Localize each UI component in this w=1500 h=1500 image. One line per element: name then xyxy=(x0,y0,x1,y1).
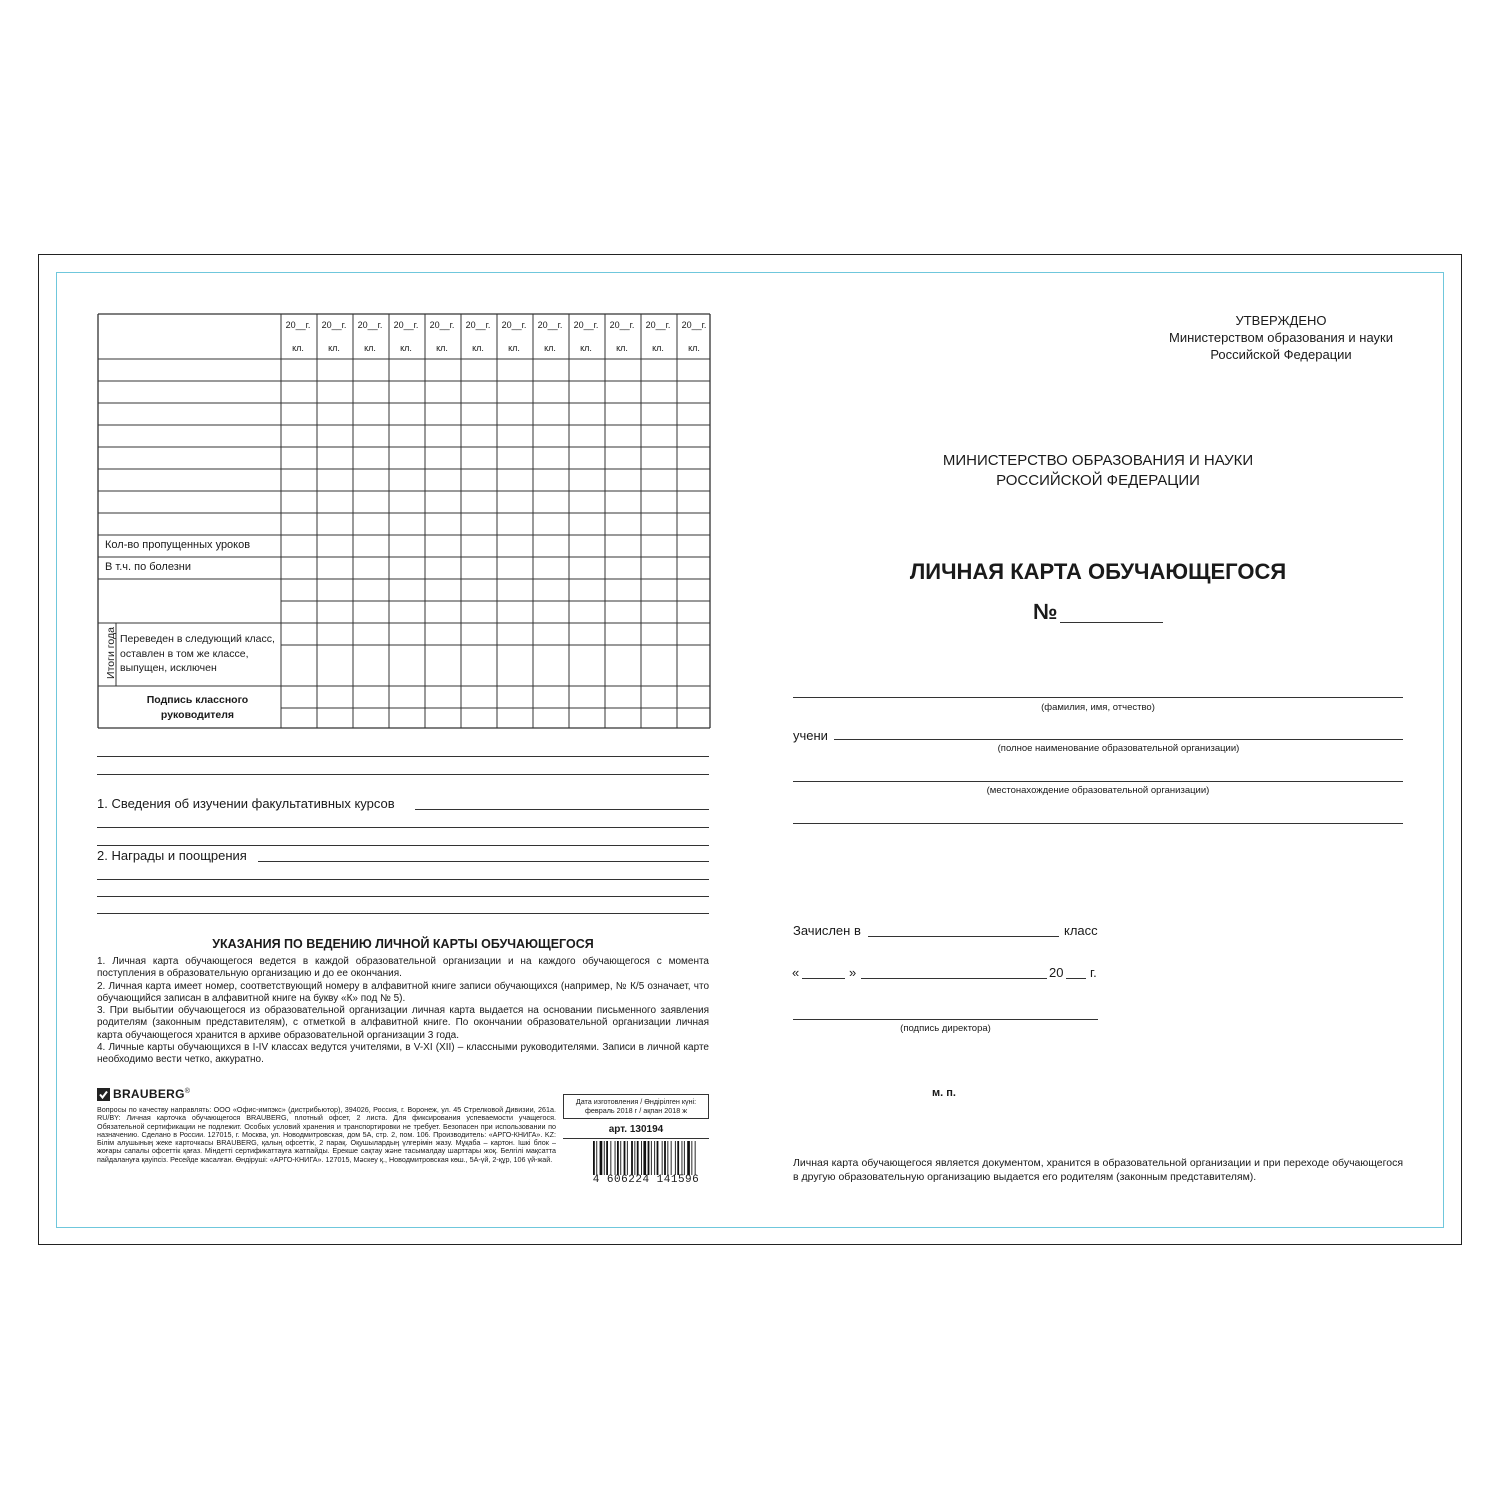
missed-lessons-label: Кол-во пропущенных уроков xyxy=(105,539,251,551)
year-header[interactable]: 20__г. xyxy=(501,320,527,330)
class-header[interactable]: кл. xyxy=(580,343,592,353)
class-header[interactable]: кл. xyxy=(616,343,628,353)
instruction-item: 4. Личные карты обучающихся в I-IV классах ведутся учителями, в V-XI (XII) – классными руководителями. Записи в личной карте необходимо вести четко, аккуратно. xyxy=(97,1042,709,1066)
class-header[interactable]: кл. xyxy=(328,343,340,353)
instruction-item: 2. Личная карта имеет номер, соответствующий номеру в алфавитной книге записи обучающихся (например, № К/5 означает, что обучающийся записан в алфавитной книге на букву «К» под № 5). xyxy=(97,980,709,1004)
blank-line[interactable] xyxy=(97,774,709,775)
barcode-bar xyxy=(664,1141,666,1175)
approval-line2: Российской Федерации xyxy=(1210,347,1352,362)
org-line[interactable] xyxy=(834,739,1403,740)
signature-label-1: Подпись классного xyxy=(146,694,249,706)
approval-line1: Министерством образования и науки xyxy=(1169,330,1393,345)
barcode-bar xyxy=(643,1141,646,1175)
barcode-bar xyxy=(596,1141,597,1175)
approval-block xyxy=(1161,312,1401,363)
barcode-bar xyxy=(648,1141,650,1175)
barcode-bar xyxy=(687,1141,690,1175)
brand-registered: ® xyxy=(184,1087,190,1095)
ministry-line1: МИНИСТЕРСТВО ОБРАЗОВАНИЯ И НАУКИ xyxy=(942,452,1254,469)
fio-caption: (фамилия, имя, отчество) xyxy=(1041,702,1155,713)
year-header[interactable]: 20__г. xyxy=(537,320,563,330)
director-signature-line[interactable] xyxy=(793,1019,1098,1020)
barcode-bar xyxy=(593,1141,595,1175)
electives-line[interactable] xyxy=(415,809,709,810)
org-line-2[interactable] xyxy=(793,781,1403,782)
year-results-vertical-label: Итоги года xyxy=(105,627,117,679)
year-header[interactable]: 20__г. xyxy=(393,320,419,330)
awards-label: 2. Награды и поощрения xyxy=(97,848,247,863)
results-text-3: выпущен, исключен xyxy=(120,662,217,674)
results-text-1: Переведен в следующий класс, xyxy=(120,633,275,645)
quote-close: » xyxy=(849,965,857,980)
class-header[interactable]: кл. xyxy=(544,343,556,353)
barcode-bar xyxy=(631,1141,633,1175)
enrolled-class-line[interactable] xyxy=(868,936,1059,937)
barcode-bar xyxy=(651,1141,652,1175)
year-header[interactable]: 20__г. xyxy=(429,320,455,330)
electives-label: 1. Сведения об изучении факультативных курсов xyxy=(97,796,395,811)
sick-label: В т.ч. по болезни xyxy=(105,561,191,573)
production-date-box xyxy=(563,1094,709,1119)
barcode-bar xyxy=(606,1141,608,1175)
article-underline xyxy=(563,1138,709,1139)
blank-line[interactable] xyxy=(97,879,709,880)
production-date-line2: февраль 2018 г / ақпан 2018 ж xyxy=(584,1106,688,1115)
class-header[interactable]: кл. xyxy=(364,343,376,353)
barcode-bar xyxy=(624,1141,626,1175)
instruction-item: 3. При выбытии обучающегося из образовательной организации личная карта выдается на основании письменного заявления родителям (законным представителям), с отметкой в алфавитной книге. По окончании образовательной организации личная карта обучающегося хранится в архиве образовательной организации 3 года. xyxy=(97,1005,709,1041)
footer-note: Личная карта обучающегося является документом, хранится в образовательной организации и при переходе обучающегося в другую образовательную организацию выдается его родителям (законным представителям). xyxy=(793,1157,1403,1183)
barcode-bar xyxy=(600,1141,603,1175)
barcode-number: 4 606224 141596 xyxy=(592,1174,700,1186)
barcode-bar xyxy=(684,1141,685,1175)
barcode-bar xyxy=(637,1141,639,1175)
approval-title: УТВЕРЖДЕНО xyxy=(1235,313,1327,328)
barcode-bar xyxy=(682,1141,683,1175)
production-date-line1: Дата изготовления / Өндірілген күні: xyxy=(575,1097,697,1106)
barcode-bar xyxy=(691,1141,692,1175)
barcode-bar xyxy=(662,1141,663,1175)
year-header[interactable]: 20__г. xyxy=(465,320,491,330)
quote-open: « xyxy=(792,965,800,980)
class-header[interactable]: кл. xyxy=(292,343,304,353)
brand-check-icon xyxy=(97,1088,110,1101)
instructions-title: УКАЗАНИЯ ПО ВЕДЕНИЮ ЛИЧНОЙ КАРТЫ ОБУЧАЮЩЕГОСЯ xyxy=(212,937,594,951)
stamp-label: м. п. xyxy=(932,1087,956,1099)
student-label: учени xyxy=(793,728,828,743)
brand-logo xyxy=(97,1087,190,1101)
barcode-bar xyxy=(610,1141,611,1175)
director-caption: (подпись директора) xyxy=(900,1023,991,1034)
class-label: класс xyxy=(1064,923,1098,938)
year-header[interactable]: 20__г. xyxy=(609,320,635,330)
year-line[interactable] xyxy=(1066,978,1086,979)
fio-line[interactable] xyxy=(793,697,1403,698)
year-header[interactable]: 20__г. xyxy=(645,320,671,330)
year-header[interactable]: 20__г. xyxy=(681,320,707,330)
year-suffix: г. xyxy=(1090,965,1097,980)
class-header[interactable]: кл. xyxy=(508,343,520,353)
year-header[interactable]: 20__г. xyxy=(321,320,347,330)
barcode-bar xyxy=(667,1141,668,1175)
barcode-bar xyxy=(675,1141,676,1175)
org-caption: (полное наименование образовательной организации) xyxy=(997,743,1240,754)
card-number-label: № xyxy=(1033,599,1058,624)
barcode-bar xyxy=(657,1141,659,1175)
class-header[interactable]: кл. xyxy=(436,343,448,353)
location-caption: (местонахождение образовательной организации) xyxy=(986,785,1210,796)
barcode-bar xyxy=(677,1141,679,1175)
blank-line[interactable] xyxy=(97,913,709,914)
signature-label xyxy=(115,693,280,723)
blank-line[interactable] xyxy=(97,896,709,897)
ministry-line2: РОССИЙСКОЙ ФЕДЕРАЦИИ xyxy=(996,472,1200,489)
card-title: ЛИЧНАЯ КАРТА ОБУЧАЮЩЕГОСЯ xyxy=(909,559,1287,584)
brand-name: BRAUBERG xyxy=(113,1087,185,1101)
barcode-bar xyxy=(615,1141,616,1175)
awards-line[interactable] xyxy=(258,861,709,862)
results-text-2: оставлен в том же классе, xyxy=(120,647,249,660)
enrolled-label: Зачислен в xyxy=(793,923,861,938)
year-header[interactable]: 20__г. xyxy=(357,320,383,330)
blank-line[interactable] xyxy=(97,845,709,846)
results-text xyxy=(120,632,275,676)
month-line[interactable] xyxy=(861,978,1047,979)
barcode-bar xyxy=(654,1141,655,1175)
ministry-block xyxy=(898,451,1298,491)
article-number: арт. 130194 xyxy=(608,1124,664,1135)
class-header[interactable]: кл. xyxy=(652,343,664,353)
instruction-item: 1. Личная карта обучающегося ведется в каждой образовательной организации и на каждого обучающегося с момента поступления в образовательную организацию и до ее окончания. xyxy=(97,956,709,980)
barcode-bar xyxy=(641,1141,642,1175)
barcode-bar xyxy=(671,1141,672,1175)
blank-line[interactable] xyxy=(97,756,709,757)
barcode-bar xyxy=(604,1141,605,1175)
class-header[interactable]: кл. xyxy=(472,343,484,353)
blank-line[interactable] xyxy=(97,827,709,828)
card-number-line[interactable] xyxy=(1060,622,1163,623)
year-header[interactable]: 20__г. xyxy=(285,320,311,330)
barcode-bar xyxy=(627,1141,628,1175)
class-header[interactable]: кл. xyxy=(688,343,700,353)
year-prefix: 20 xyxy=(1049,965,1064,980)
signature-label-2: руководителя xyxy=(160,709,235,721)
barcode-bar xyxy=(617,1141,619,1175)
manufacturer-text: Вопросы по качеству направлять: ООО «Офис-импэкс» (дистрибьютор), 394026, Россия, г. Воронеж, ул. 45 Стрелковой Дивизии, 261а. RU/BY: Личная карточка обучающегося BRAUBERG, плотный офсет, 2 листа. Для фиксирования успеваемости учащегося. Обязательной сертификации не подлежит. Особых условий хранения и транспортировки не требует. Безопасен при использовании по назначению. Сделано в России. 127015, г. Москва, ул. Новодмитровская, дом 5А, стр. 2, пом. 106. Производитель: «АРГО-КНИГА». KZ: Білім алушының жеке карточкасы BRAUBERG, қалың офсеттік, 2 парақ. Оқушылардың үлгерімін жазу. Мұқаба – картон. Ішкі блок – жоғары сапалы офсеттік қағаз. Міндетті сертификаттауға жатпайды. Ерекше сақтау және тасымалдау шарттары жоқ. Белгілі мақсатта пайдалануға қауіпсіз. Ресейде жасалған. Өндіруші: «АРГО-КНИГА». 127015, Мәскеу қ., Новодмитровская көш., 5А-үй, 2-құр, 106 үй-жай. xyxy=(97,1105,556,1164)
class-header[interactable]: кл. xyxy=(400,343,412,353)
day-line[interactable] xyxy=(802,978,845,979)
barcode-bar xyxy=(634,1141,635,1175)
location-line[interactable] xyxy=(793,823,1403,824)
instructions-list xyxy=(97,956,709,1067)
barcode-bar xyxy=(620,1141,621,1175)
barcode-bar xyxy=(695,1141,696,1175)
year-header[interactable]: 20__г. xyxy=(573,320,599,330)
